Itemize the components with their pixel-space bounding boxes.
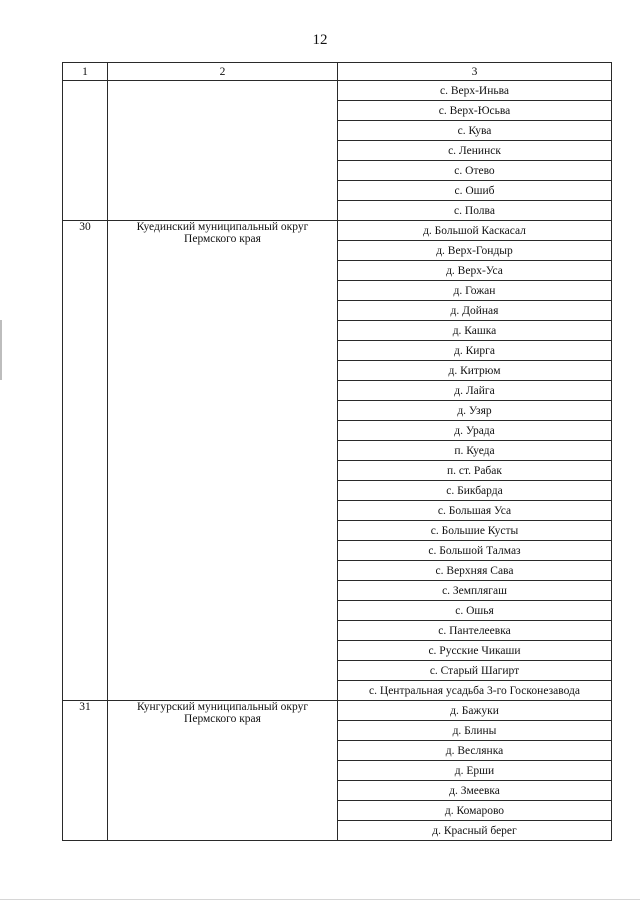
- table-row: [63, 221, 612, 241]
- settlement-name: д. Гожан: [338, 281, 612, 301]
- header-col-1: 1: [63, 63, 108, 81]
- settlement-name: д. Красный берег: [338, 821, 612, 841]
- settlement-name: с. Бикбарда: [338, 481, 612, 501]
- settlement-name: с. Верх-Юсьва: [338, 101, 612, 121]
- header-col-2: 2: [108, 63, 338, 81]
- settlement-name: д. Комарово: [338, 801, 612, 821]
- table-body: [63, 63, 612, 841]
- district-number: 30: [63, 221, 108, 701]
- settlement-name: с. Ленинск: [338, 141, 612, 161]
- settlement-name: д. Урада: [338, 421, 612, 441]
- district-name: [108, 81, 338, 221]
- page-number: 12: [312, 32, 328, 48]
- settlement-name: с. Большие Кусты: [338, 521, 612, 541]
- settlement-name: с. Русские Чикаши: [338, 641, 612, 661]
- district-number: [63, 81, 108, 221]
- settlement-name: п. Куеда: [338, 441, 612, 461]
- settlement-name: с. Земплягаш: [338, 581, 612, 601]
- district-number: 31: [63, 701, 108, 841]
- settlement-name: с. Старый Шагирт: [338, 661, 612, 681]
- scan-bottom-line: [0, 899, 640, 900]
- settlement-name: с. Кува: [338, 121, 612, 141]
- settlements-table: [62, 62, 612, 841]
- settlement-name: д. Блины: [338, 721, 612, 741]
- settlement-name: д. Веслянка: [338, 741, 612, 761]
- settlement-name: д. Ерши: [338, 761, 612, 781]
- settlement-name: д. Бажуки: [338, 701, 612, 721]
- table-header-row: [63, 63, 612, 81]
- header-col-3: 3: [338, 63, 612, 81]
- settlement-name: д. Китрюм: [338, 361, 612, 381]
- district-name: Кунгурский муниципальный округ Пермского края: [108, 701, 338, 841]
- settlement-name: с. Пантелеевка: [338, 621, 612, 641]
- settlement-name: с. Ошиб: [338, 181, 612, 201]
- district-name: Куединский муниципальный округ Пермского края: [108, 221, 338, 701]
- settlement-name: д. Дойная: [338, 301, 612, 321]
- settlement-name: с. Верх-Иньва: [338, 81, 612, 101]
- settlement-name: д. Верх-Уса: [338, 261, 612, 281]
- table-row: [63, 81, 612, 101]
- settlement-name: с. Верхняя Сава: [338, 561, 612, 581]
- settlement-name: д. Кашка: [338, 321, 612, 341]
- settlement-name: с. Отево: [338, 161, 612, 181]
- settlement-name: д. Лайга: [338, 381, 612, 401]
- settlement-name: с. Ошья: [338, 601, 612, 621]
- settlement-name: д. Большой Каскасал: [338, 221, 612, 241]
- settlement-name: с. Большая Уса: [338, 501, 612, 521]
- table-row: [63, 701, 612, 721]
- settlement-name: п. ст. Рабак: [338, 461, 612, 481]
- settlement-name: д. Узяр: [338, 401, 612, 421]
- scan-edge-mark: [0, 320, 2, 380]
- settlement-name: с. Большой Талмаз: [338, 541, 612, 561]
- settlement-name: с. Центральная усадьба 3-го Госконезавода: [338, 681, 612, 701]
- settlement-name: д. Кирга: [338, 341, 612, 361]
- settlement-name: д. Змеевка: [338, 781, 612, 801]
- settlement-name: с. Полва: [338, 201, 612, 221]
- settlement-name: д. Верх-Гондыр: [338, 241, 612, 261]
